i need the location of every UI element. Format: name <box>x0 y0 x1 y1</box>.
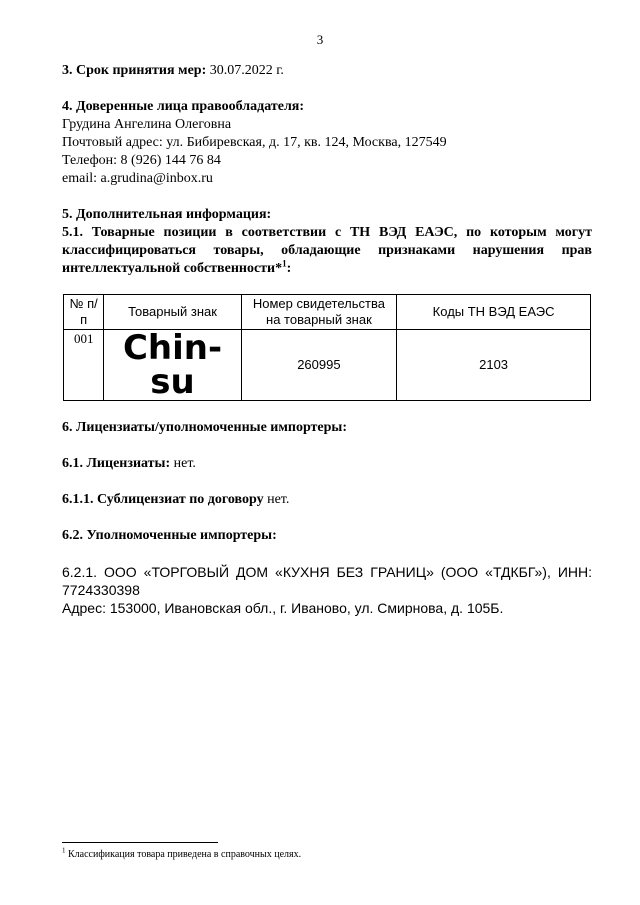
trademark-table <box>63 294 591 401</box>
trustee-name: Грудина Ангелина Олеговна <box>62 117 232 132</box>
section-6-1-1 <box>62 491 592 509</box>
cell-codes: 2103 <box>397 330 591 401</box>
footnote-text: Классификация товара приведена в справочных целях. <box>65 849 302 860</box>
footnote <box>62 846 302 861</box>
section-6-1-1-value: нет. <box>263 492 290 507</box>
section-3-value: 30.07.2022 г. <box>206 63 284 78</box>
section-3 <box>62 62 592 80</box>
trustee-email: email: a.grudina@inbox.ru <box>62 171 213 186</box>
cell-number: 001 <box>64 330 104 401</box>
col-header-number: № п/п <box>64 295 104 330</box>
importer-line: 6.2.1. ООО «ТОРГОВЫЙ ДОМ «КУХНЯ БЕЗ ГРАНИЦ» (ООО «ТДКБГ»), ИНН: 7724330398 <box>62 564 592 598</box>
page-number: 3 <box>316 32 324 47</box>
col-header-trademark: Товарный знак <box>104 295 241 330</box>
footnote-divider <box>62 842 218 843</box>
trustee-address: Почтовый адрес: ул. Бибиревская, д. 17, кв. 124, Москва, 127549 <box>62 135 447 150</box>
footnote-ref: 1 <box>282 258 287 269</box>
section-4-heading: 4. Доверенные лица правообладателя: <box>62 99 305 114</box>
footnote-mark: 1 <box>62 846 66 855</box>
section-6-1-label: 6.1. Лицензиаты: <box>62 456 171 471</box>
table-row <box>64 330 591 401</box>
trustee-phone: Телефон: 8 (926) 144 76 84 <box>62 153 221 168</box>
col-header-codes: Коды ТН ВЭД ЕАЭС <box>397 295 591 330</box>
section-3-label: 3. Срок принятия мер: <box>62 63 207 78</box>
section-6-heading: 6. Лицензиаты/уполномоченные импортеры: <box>62 420 348 435</box>
cell-certificate: 260995 <box>241 330 396 401</box>
section-6-2-heading: 6.2. Уполномоченные импортеры: <box>62 528 277 543</box>
section-5-1-text <box>62 224 592 278</box>
importer-address: Адрес: 153000, Ивановская обл., г. Иваново, ул. Смирнова, д. 105Б. <box>62 600 504 616</box>
section-6-1-1-label: 6.1.1. Сублицензиат по договору <box>62 492 264 507</box>
section-6-1 <box>62 455 592 473</box>
section-5-1-tail: : <box>286 261 292 276</box>
document-body <box>62 62 592 617</box>
section-5-1-body: 5.1. Товарные позиции в соответствии с ТН ВЭД ЕАЭС, по которым могут классифицироваться товары, обладающие признаками нарушения прав интеллектуальной собственности* <box>62 225 592 276</box>
col-header-certificate: Номер свидетельства на товарный знак <box>241 295 396 330</box>
trademark-logo: Chin-su <box>122 328 223 402</box>
section-5-heading: 5. Дополнительная информация: <box>62 207 272 222</box>
section-6-1-value: нет. <box>170 456 196 471</box>
cell-trademark <box>104 330 241 401</box>
table-header-row <box>64 295 591 330</box>
